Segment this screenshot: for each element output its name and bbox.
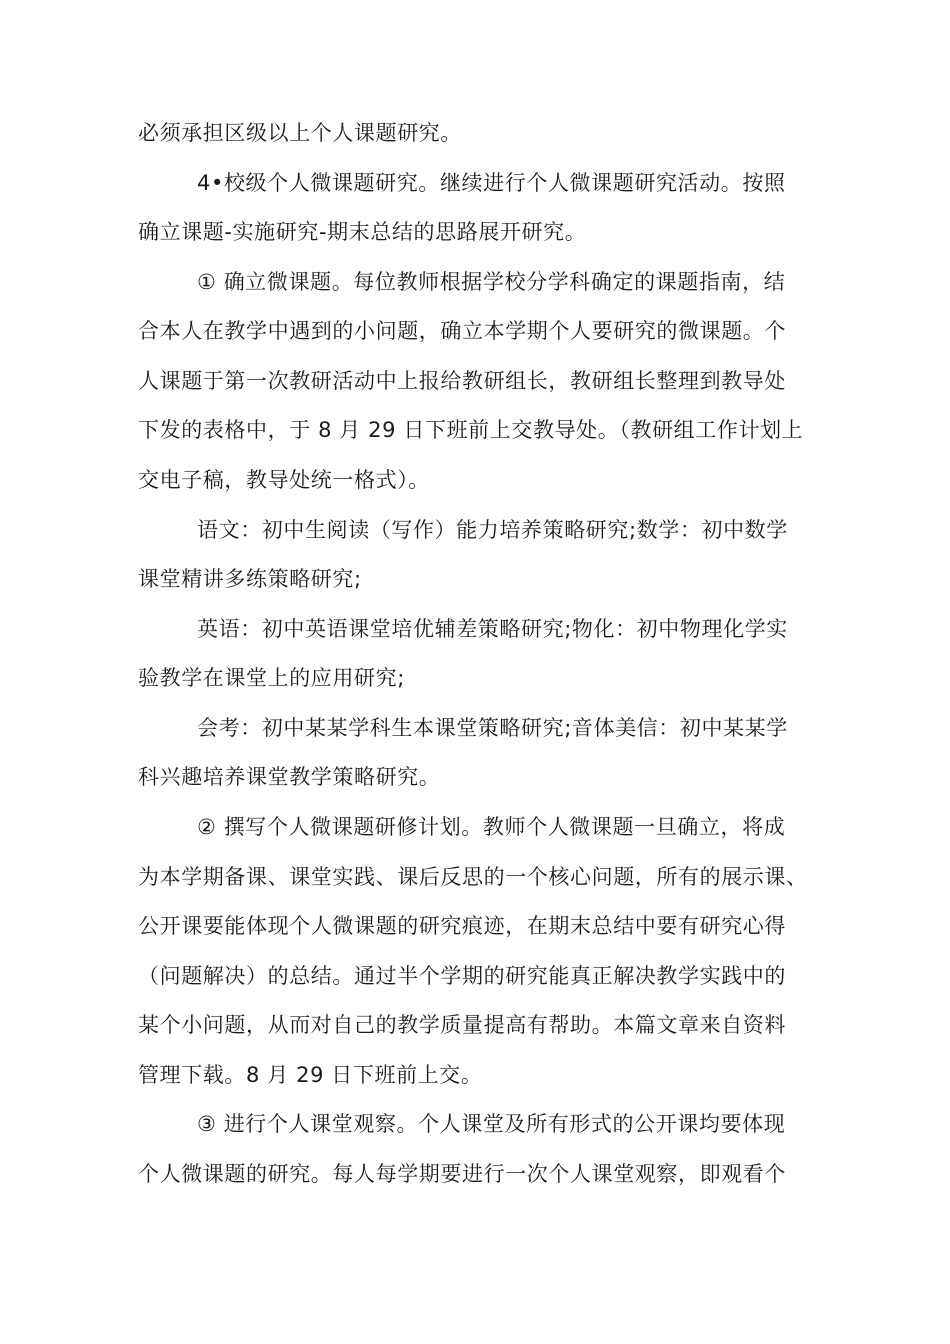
text-line: 必须承担区级以上个人课题研究。 — [138, 121, 462, 145]
text-line: 交电子稿，教导处统一格式）。 — [138, 468, 430, 492]
text-line: 课堂精讲多练策略研究; — [138, 567, 362, 591]
text-line: 科兴趣培养课堂教学策略研究。 — [138, 765, 441, 789]
text-line: ② 撰写个人微课题研修计划。教师个人微课题一旦确立，将成 — [197, 815, 786, 839]
text-line: 合本人在教学中遇到的小问题，确立本学期个人要研究的微课题。个 — [138, 319, 786, 343]
text-line: ③ 进行个人课堂观察。个人课堂及所有形式的公开课均要体现 — [197, 1112, 786, 1136]
text-line: 会考：初中某某学科生本课堂策略研究;音体美信：初中某某学 — [197, 716, 788, 740]
text-line: （问题解决）的总结。通过半个学期的研究能真正解决教学实践中的 — [138, 964, 786, 988]
text-line: 4•校级个人微课题研究。继续进行个人微课题研究活动。按照 — [197, 171, 786, 195]
text-line: 公开课要能体现个人微课题的研究痕迹，在期末总结中要有研究心得 — [138, 914, 786, 938]
text-line: 为本学期备课、课堂实践、课后反思的一个核心问题，所有的展示课、 — [138, 865, 808, 889]
text-line: 个人微课题的研究。每人每学期要进行一次个人课堂观察，即观看个 — [138, 1162, 786, 1186]
text-line: 英语：初中英语课堂培优辅差策略研究;物化：初中物理化学实 — [197, 617, 788, 641]
text-line: 某个小问题，从而对自己的教学质量提高有帮助。本篇文章来自资料 — [138, 1013, 786, 1037]
text-line: ① 确立微课题。每位教师根据学校分学科确定的课题指南，结 — [197, 270, 786, 294]
text-line: 验教学在课堂上的应用研究; — [138, 666, 405, 690]
text-line: 人课题于第一次教研活动中上报给教研组长，教研组长整理到教导处 — [138, 369, 786, 393]
text-line: 确立课题-实施研究-期末总结的思路展开研究。 — [138, 220, 587, 244]
text-line: 管理下载。8 月 29 日下班前上交。 — [138, 1063, 483, 1087]
text-line: 语文：初中生阅读（写作）能力培养策略研究;数学：初中数学 — [197, 518, 788, 542]
text-line: 下发的表格中，于 8 月 29 日下班前上交教导处。（教研组工作计划上 — [138, 418, 804, 442]
